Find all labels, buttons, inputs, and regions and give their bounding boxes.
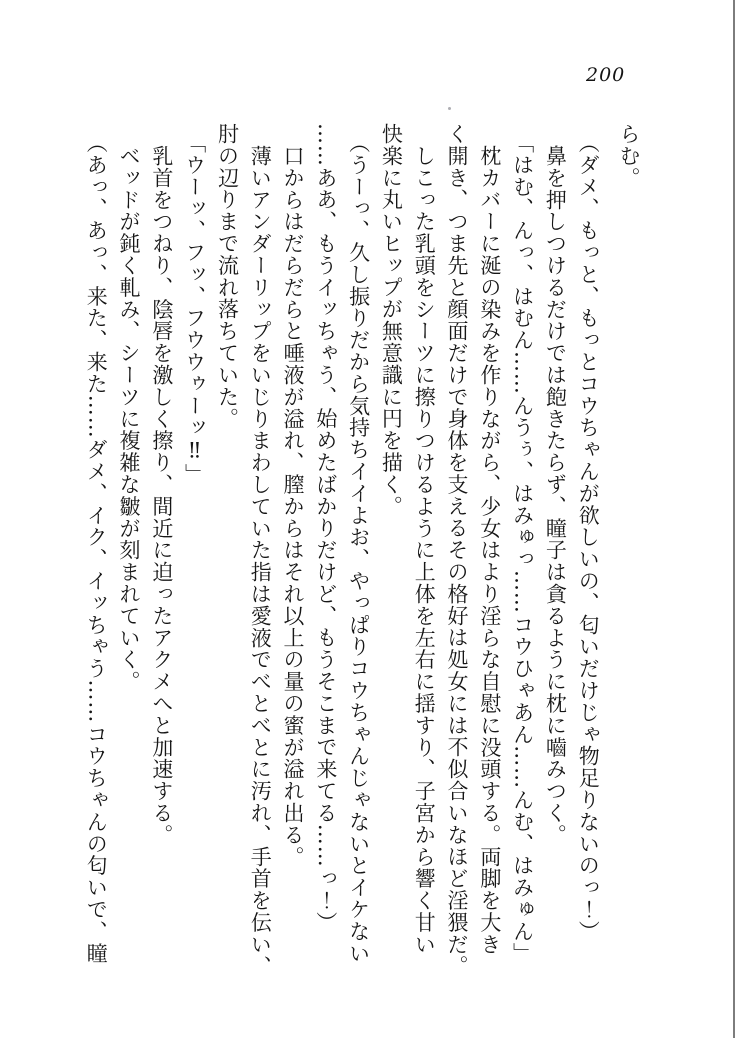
text-column: 枕カバーに涎の染みを作りながら、少女はより淫らな自慰に没頭する。両脚を大き: [477, 145, 502, 956]
text-column: 快楽に丸いヒップが無意識に円を描く。: [379, 123, 404, 518]
text-column: （あっ、あっ、来た、来た……ダメ、イク、イッちゃう……コウちゃんの匂いで、瞳: [84, 132, 109, 965]
text-column: ……ああ、もうイッちゃう、始めたばかりだけど、もうそこまで来てる……っ！）: [313, 123, 338, 934]
text-column: 乳首をつねり、陰唇を激しく擦り、間近に迫ったアクメへと加速する。: [149, 145, 174, 846]
text-column: 肘の辺りまで流れ落ちていた。: [215, 123, 240, 430]
text-column: 「はむ、んっ、はむん……んうぅ、はみゅっ……コウひゃあん……んむ、はみゅん」: [510, 132, 535, 965]
text-column: （ダメ、もっと、もっとコウちゃんが欲しいの、匂いだけじゃ物足りないのっ！）: [576, 132, 601, 943]
text-column: らむ。: [617, 123, 641, 189]
text-column: ベッドが鈍く軋み、シーツに複雑な皺が刻まれていく。: [117, 145, 142, 693]
scan-speck-artifact: [448, 107, 451, 110]
text-column: しこった乳頭をシーツに擦りつけるように上体を左右に揺すり、子宮から響く甘い: [412, 145, 437, 956]
vertical-text-block: [79, 123, 645, 979]
page-number: 200: [586, 64, 626, 86]
text-column: 鼻を押しつけるだけでは飽きたらず、瞳子は貪るように枕に嚙みつく。: [543, 145, 568, 846]
page-edge-line: [733, 0, 735, 1038]
text-column: 「ウーッ、フッ、フウウゥーッ‼」: [182, 132, 207, 486]
text-column: く開き、つま先と顔面だけで身体を支えるその格好は処女には不似合いなほど淫猥だ。: [445, 123, 470, 978]
text-column: 口からはだらだらと唾液が溢れ、膣からはそれ以上の量の蜜が溢れ出る。: [281, 145, 306, 868]
text-column: 薄いアンダーリップをいじりまわしていた指は愛液でべとべとに汚れ、手首を伝い、: [248, 145, 273, 978]
text-column: （うーっ、久し振りだから気持ちイイよお、やっぱりコウちゃんじゃないとイケない: [346, 132, 371, 965]
